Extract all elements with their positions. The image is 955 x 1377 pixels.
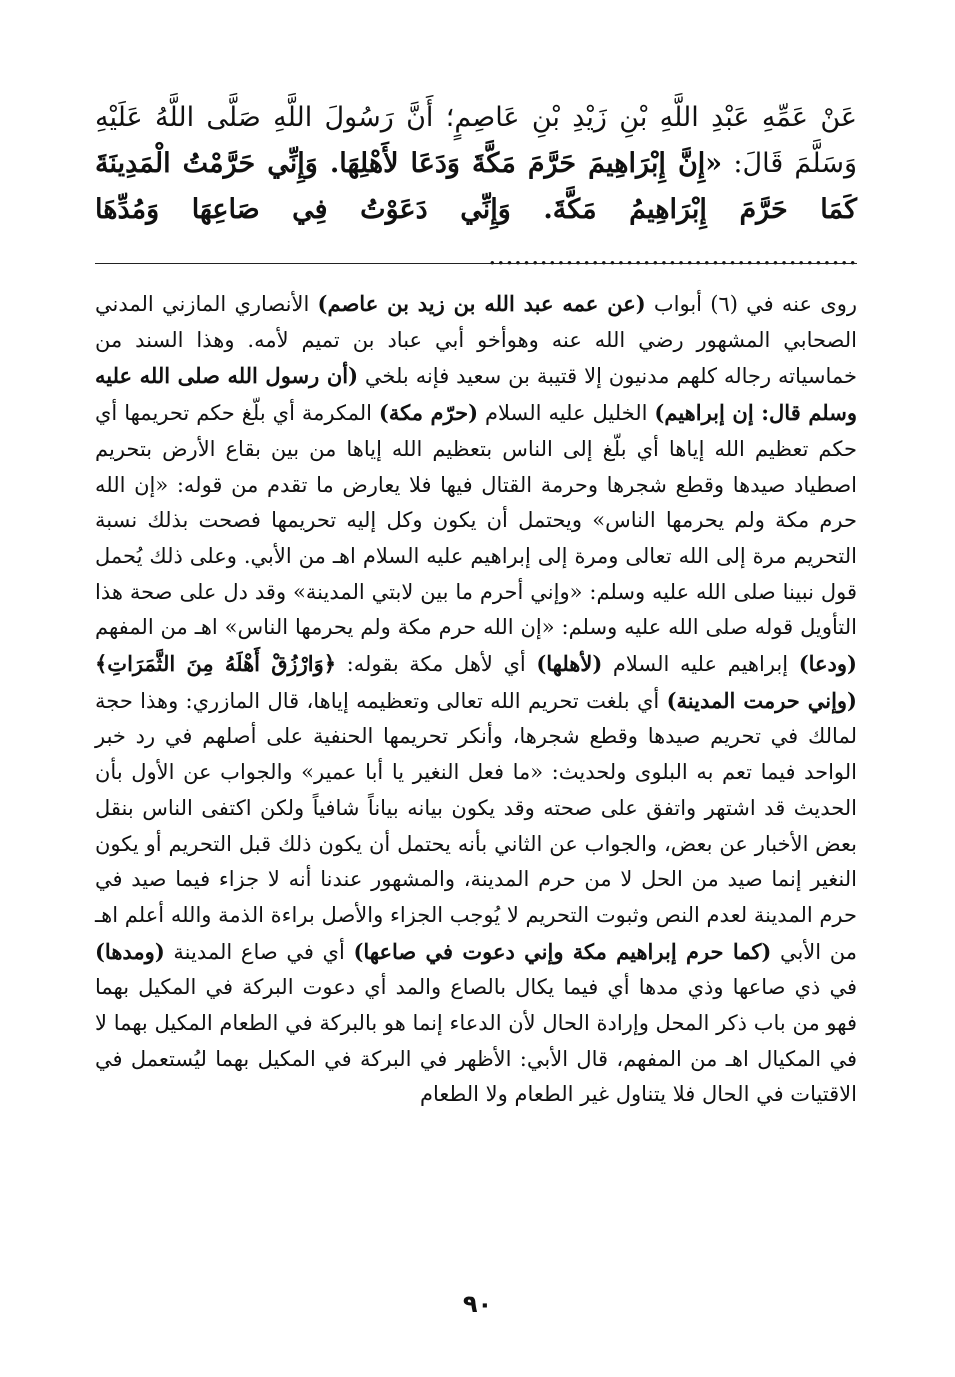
commentary-emphasis: (لأهلها) [536,651,603,677]
hadith-ellipsis: ........................................... [487,240,857,271]
hadith-quote: «إِنَّ إِبْرَاهِيمَ حَرَّمَ مَكَّةَ وَدَعَا لأَهْلِهَا. وَإِنِّي حَرَّمْتُ الْمَدِينَةَ كَمَا حَرَّمَ إِبْرَاهِيمُ مَكَّةَ. وَإِنِّي دَعَوْتُ فِي صَاعِهَا وَمُدِّهَا [95,148,857,225]
commentary-emphasis: (وإني حرمت المدينة) [666,687,857,713]
commentary-run: المكرمة أي بلّغ حكم تحريمها أي حكم تعظيم الله إياها أي بلّغ إلى الناس بتعظيم الله إياها من بين بقاع الأرض بتحريم اصطياد صيدها وقطع شجرها وحرمة القتال فيها فلا يعارض ما تقدم من قوله: «إن الله حرم مكة ولم يحرمها الناس» ويحتمل أن يكون وكل إليه تحريمها فصحت بذلك نسبة التحريم مرة إلى الله تعالى ومرة إلى إبراهيم عليه السلام اهـ من الأبي. وعلى ذلك يُحمل قول نبينا صلى الله عليه وسلم: «وإني أحرم ما بين لابتي المدينة» وقد دل على صحة هذا التأويل قوله صلى الله عليه وسلم: «إن الله حرم مكة ولم يحرمها الناس» اهـ من المفهم [95,401,857,640]
commentary-emphasis: (ودعا) [798,651,857,677]
commentary-run: روى عنه في (٦) أبواب [645,292,857,316]
commentary-emphasis: (أن رسول الله صلى الله عليه وسلم قال: إن إبراهيم) [95,363,857,426]
commentary-run: في ذي صاعها وذي مدها أي فيما يكال بالصاع والمد أي دعوت البركة في المكيل بهما فهو من باب ذكر المحل وإرادة الحال لأن الدعاء إنما هو بالبركة في الطعام المكيل بهما لا في المكيال اهـ من المفهم، قال الأبي: الأظهر في البركة في المكيل بهما ليُستعمل في الاقتيات في الحال فلا يتناول غير الطعام ولا الطعام [95,975,857,1107]
commentary-run: أي في صاع المدينة [164,939,354,964]
commentary-emphasis: (حرّم مكة) [378,400,479,426]
commentary-emphasis: ﴿وَارْزُقْ أَهْلَهُ مِنَ الثَّمَرَاتِ﴾ [95,651,337,677]
commentary-emphasis: (كما حرم إبراهيم مكة وإني دعوت في صاعها) [353,938,772,964]
hadith-text [95,95,857,279]
commentary-run: الخليل عليه السلام [478,401,655,426]
commentary-run: أي لأهل مكة بقوله: [336,652,537,677]
commentary-text [95,286,857,1113]
section-divider [95,263,857,264]
commentary-run: أي بلغت تحريم الله تعالى وتعظيمه إياها، قال المازري: وهذا حجة لمالك في تحريم صيدها وقطع شجرها، وأنكر تحريمها الحنفية على أصلهم في رد خبر الواحد فيما تعم به البلوى ولحديث: «ما فعل النغير يا أبا عمير» والجواب عن الأول بأن الحديث قد اشتهر واتفق على صحته وقد يكون بيانه بياناً شافياً ولكن اكتفى الناس بنقل بعض الأخبار عن بعض، والجواب عن الثاني بأنه يحتمل أن يكون ذلك قبل التحريم أو يكون النغير إنما صيد من الحل لا من حرم المدينة، والمشهور عندنا أنه لا جزاء فيما صيد في حرم المدينة لعدم النص وثبوت التحريم لا يُوجب الجزاء والأصل براءة الذمة والله أعلم اهـ من الأبي [95,688,858,964]
commentary-emphasis: (عن عمه عبد الله بن زيد بن عاصم) [317,291,646,316]
hadith-chain: عَنْ عَمِّهِ عَبْدِ اللَّهِ بْنِ زَيْدِ بْنِ عَاصِمٍ؛ أَنَّ رَسُولَ اللَّهِ صَلَّى اللَّهُ عَلَيْهِ وَسَلَّمَ قَالَ: [95,102,857,179]
commentary-run: الأنصاري المازني المدني الصحابي المشهور رضي الله عنه وهوأخو أبي عباد بن تميم لأمه. وهذا السند من خماسياته رجاله كلهم مدنيون إلا قتيبة بن سعيد فإنه بلخي [95,292,857,389]
commentary-emphasis: (ومدها) [95,938,165,964]
page-number: ٩٠ [462,1290,493,1318]
commentary-run: إبراهيم عليه السلام [602,652,799,677]
